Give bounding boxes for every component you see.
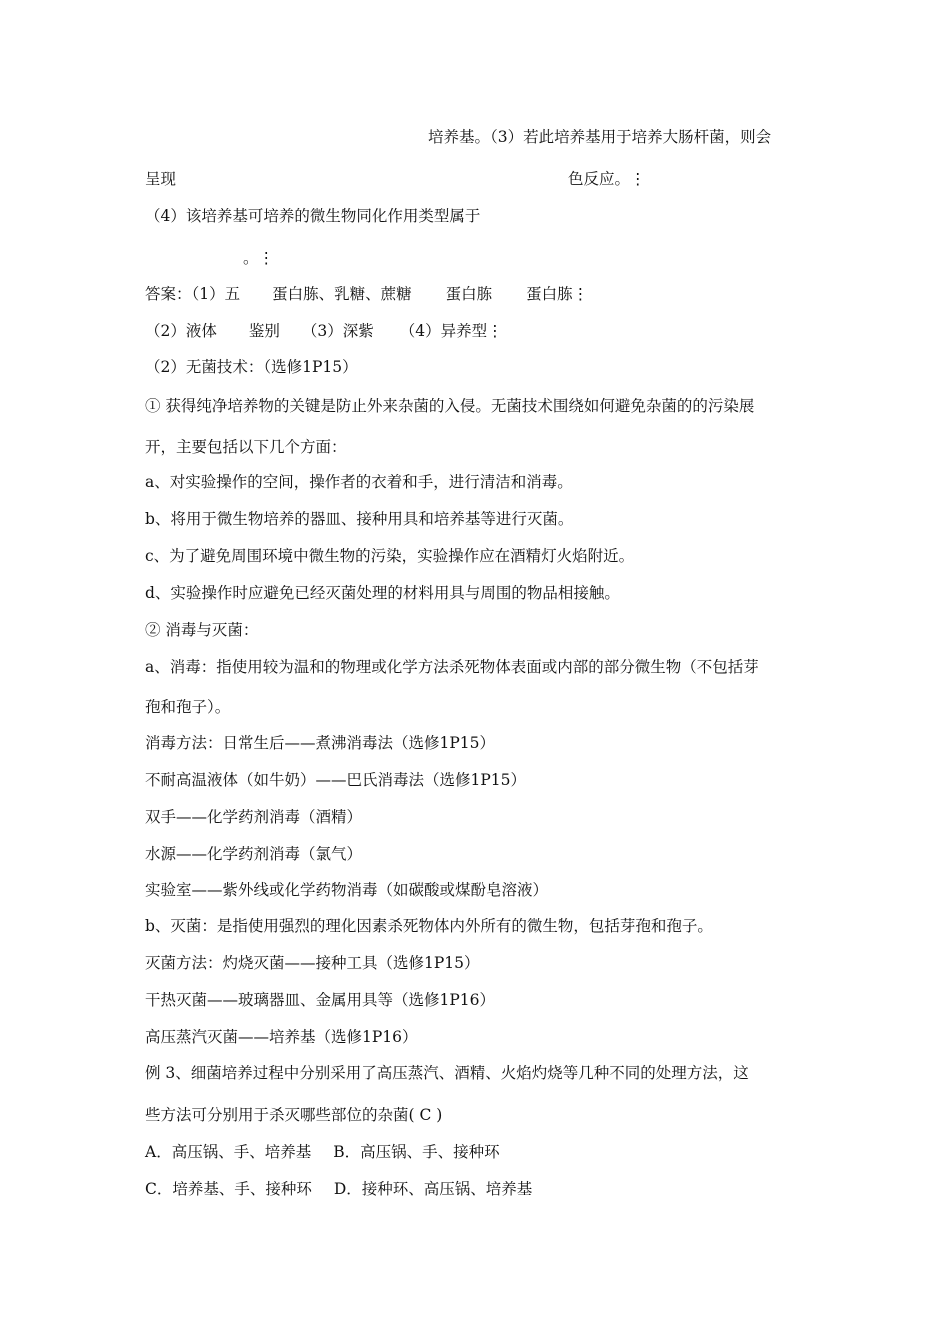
text-line: 实验室——紫外线或化学药物消毒（如碳酸或煤酚皂溶液） bbox=[145, 881, 549, 899]
answer-item: （3）深紫 bbox=[301, 322, 374, 340]
option-c: C．培养基、手、接种环 bbox=[145, 1180, 312, 1198]
text-line: 高压蒸汽灭菌——培养基（选修1P16） bbox=[145, 1028, 418, 1046]
text-line: b、灭菌：是指使用强烈的理化因素杀死物体内外所有的微生物，包括芽孢和孢子。 bbox=[145, 917, 713, 935]
text-line: 培养基。（3）若此培养基用于培养大肠杆菌，则会 bbox=[428, 128, 772, 146]
text-line: ① 获得纯净培养物的关键是防止外来杂菌的入侵。无菌技术围绕如何避免杂菌的的污染展 bbox=[145, 397, 755, 415]
text-line: 双手——化学药剂消毒（酒精） bbox=[145, 808, 363, 826]
text-line: 灭菌方法：灼烧灭菌——接种工具（选修1P15） bbox=[145, 954, 480, 972]
option-b: B．高压锅、手、接种环 bbox=[333, 1143, 500, 1161]
answer-line bbox=[145, 284, 588, 304]
list-item: b、将用于微生物培养的器皿、接种用具和培养基等进行灭菌。 bbox=[145, 510, 574, 528]
answer-item: 鉴别 bbox=[248, 322, 280, 340]
answer-item: （4）异养型⋮ bbox=[399, 322, 503, 340]
answer-line bbox=[145, 321, 503, 341]
list-item: d、实验操作时应避免已经灭菌处理的材料用具与周围的物品相接触。 bbox=[145, 584, 620, 602]
text-line: 。⋮ bbox=[243, 249, 275, 267]
option-row bbox=[145, 1179, 532, 1199]
option-a: A．高压锅、手、培养基 bbox=[145, 1143, 312, 1161]
answer-item: 蛋白胨 bbox=[445, 285, 493, 303]
text-line: 色反应。⋮ bbox=[568, 170, 646, 188]
option-d: D．接种环、高压锅、培养基 bbox=[333, 1180, 533, 1198]
text-line: 不耐高温液体（如牛奶）——巴氏消毒法（选修1P15） bbox=[145, 771, 527, 789]
answer-item: （1）五 bbox=[191, 285, 241, 303]
text-line: 孢和孢子）。 bbox=[145, 698, 231, 716]
answer-item: （2）液体 bbox=[145, 322, 217, 340]
answer-label: 答案： bbox=[145, 285, 192, 303]
text-line: 消毒方法：日常生后——煮沸消毒法（选修1P15） bbox=[145, 734, 496, 752]
answer-item: 蛋白胨、乳糖、蔗糖 bbox=[272, 285, 412, 303]
text-line: 干热灭菌——玻璃器皿、金属用具等（选修1P16） bbox=[145, 991, 496, 1009]
option-row bbox=[145, 1142, 500, 1162]
text-line: 呈现 bbox=[145, 170, 177, 188]
section-heading: （2）无菌技术：（选修1P15） bbox=[145, 358, 358, 376]
text-line: a、消毒：指使用较为温和的物理或化学方法杀死物体表面或内部的部分微生物（不包括芽 bbox=[145, 658, 759, 676]
text-line: 水源——化学药剂消毒（氯气） bbox=[145, 845, 363, 863]
text-line: （4）该培养基可培养的微生物同化作用类型属于 bbox=[145, 207, 481, 225]
list-item: a、对实验操作的空间，操作者的衣着和手，进行清洁和消毒。 bbox=[145, 473, 573, 491]
section-heading: ② 消毒与灭菌： bbox=[145, 621, 259, 639]
question-text: 些方法可分别用于杀灭哪些部位的杂菌( C ) bbox=[145, 1106, 443, 1124]
answer-item: 蛋白胨⋮ bbox=[526, 285, 589, 303]
text-line: 开，主要包括以下几个方面： bbox=[145, 438, 347, 456]
list-item: c、为了避免周围环境中微生物的污染，实验操作应在酒精灯火焰附近。 bbox=[145, 547, 635, 565]
question-text: 例 3、细菌培养过程中分别采用了高压蒸汽、酒精、火焰灼烧等几种不同的处理方法，这 bbox=[145, 1064, 749, 1082]
